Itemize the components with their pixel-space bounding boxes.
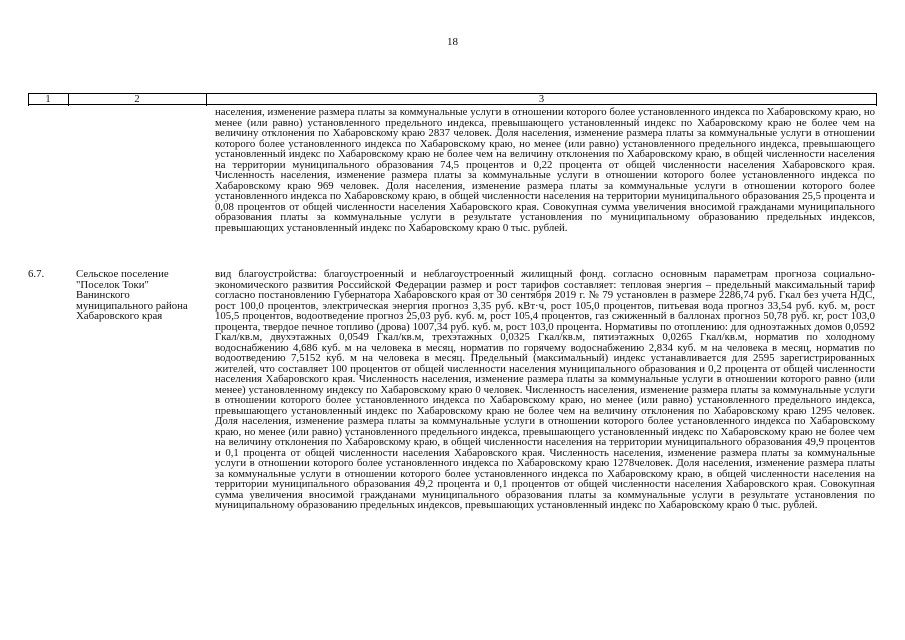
continuation-paragraph: населения, изменение размера платы за коммунальные услуги в отношении которого более установленного индекса по Хабаровскому краю, но менее (или равно) установленного предельного индекса, превышающего установленный индекс по Хабаровскому краю не более чем на величину отклонения по Хабаровскому краю 2837 человек. Доля населения, изменение размера платы за коммунальные услуги в отношении которого более установленного индекса по Хабаровскому краю, но менее (или равно) установленного предельного индекса, превышающего установленный индекс по Хабаровскому краю не более чем на величину отклонения по Хабаровскому краю, в общей численности населения на территории муниципального образования 74,5 процентов и 0,22 процента от общей численности населения Хабаровского края. Численность населения, изменение размера платы за коммунальные услуги в отношении которого более установленного индекса по Хабаровскому краю 969 человек. Доля населения, изменение размера платы за коммунальные услуги в отношении которого более установленного индекса по Хабаровскому краю, в общей численности населения на территории муниципального образования 25,5 процента и 0,08 процентов от общей численности населения Хабаровского края. Совокупная сумма увеличения вносимой гражданами муниципального образования платы за коммунальные услуги в результате установления по муниципальному образованию предельных индексов, превышающих установленный индекс по Хабаровскому краю 0 тыс. рублей. (215, 106, 875, 234)
page-number: 18 (447, 36, 458, 48)
municipality-name: Сельское поселение "Поселок Токи" Ванинского муниципального района Хабаровского края (76, 268, 188, 322)
column-header-1: 1 (45, 94, 51, 105)
column-header-3: 3 (538, 94, 545, 105)
row-number: 6.7. (28, 268, 45, 280)
column-header-2: 2 (134, 94, 140, 105)
table-header-row (28, 93, 877, 105)
row-description: вид благоустройства: благоустроенный и неблагоустроенный жилищный фонд. согласно основным параметрам прогноза социально-экономического развития Российской Федерации размер и рост тарифов составляет: тепловая энергия – предельный максимальный тариф согласно постановлению Губернатора Хабаровского края от 30 сентября 2019 г. № 79 установлен в размере 2286,74 руб. Гкал без учета НДС, рост 100,0 процентов, электрическая энергия прогноз 3,35 руб. кВт·ч, рост 105,0 процентов, питьевая вода прогноз 33,54 руб. куб. м, рост 105,5 процентов, водоотведение прогноз 25,03 руб. куб. м, рост 105,4 процентов, газ сжиженный в баллонах прогноз 50,78 руб. кг, рост 103,0 процента, твердое печное топливо (дрова) 1007,34 руб. куб. м, рост 103,0 процента. Нормативы по отоплению: для одноэтажных домов 0,0592 Гкал/кв.м, двухэтажных 0,0549 Гкал/кв.м, трехэтажных 0,0325 Гкал/кв.м, пятиэтажных 0,0265 Гкал/кв.м, норматив по холодному водоснабжению 4,686 куб. м на человека в месяц, норматив по горячему водоснабжению 2,834 куб. м на человека в месяц, норматив по водоотведению 7,5152 куб. м на человека в месяц. Предельный (максимальный) индекс устанавливается для 2595 зарегистрированных жителей, что составляет 100 процентов от общей численности населения муниципального образования и 0,2 процента от общей численности населения Хабаровского края. Численность населения, изменение размера платы за коммунальные услуги в отношении которого равно (или менее) установленному индексу по Хабаровскому краю 0 человек. Численность населения, изменение размера платы за коммунальные услуги в отношении которого более установленного индекса по Хабаровскому краю, но менее (или равно) установленного предельного индекса, превышающего установленный индекс по Хабаровскому краю не более чем на величину отклонения по Хабаровскому краю 1295 человек. Доля населения, изменение размера платы за коммунальные услуги в отношении которого более установленного индекса по Хабаровскому краю, но менее (или равно) установленного предельного индекса, превышающего установленный индекс по Хабаровскому краю не более чем на величину отклонения по Хабаровскому краю, в общей численности населения на территории муниципального образования 49,9 процентов и 0,1 процента от общей численности населения Хабаровского края. Численность населения, изменение размера платы за коммунальные услуги в отношении которого более установленного индекса по Хабаровскому краю 1278человек. Доля населения, изменение размера платы за коммунальные услуги в отношении которого более установленного индекса по Хабаровскому краю, в общей численности населения на территории муниципального образования 49,2 процента и 0,1 процентов от общей численности населения Хабаровского края. Совокупная сумма увеличения вносимой гражданами муниципального образования платы за коммунальные услуги в результате установления по муниципальному образованию предельных индексов, превышающих установленный индекс по Хабаровскому краю 0 тыс. рублей. (215, 268, 875, 511)
